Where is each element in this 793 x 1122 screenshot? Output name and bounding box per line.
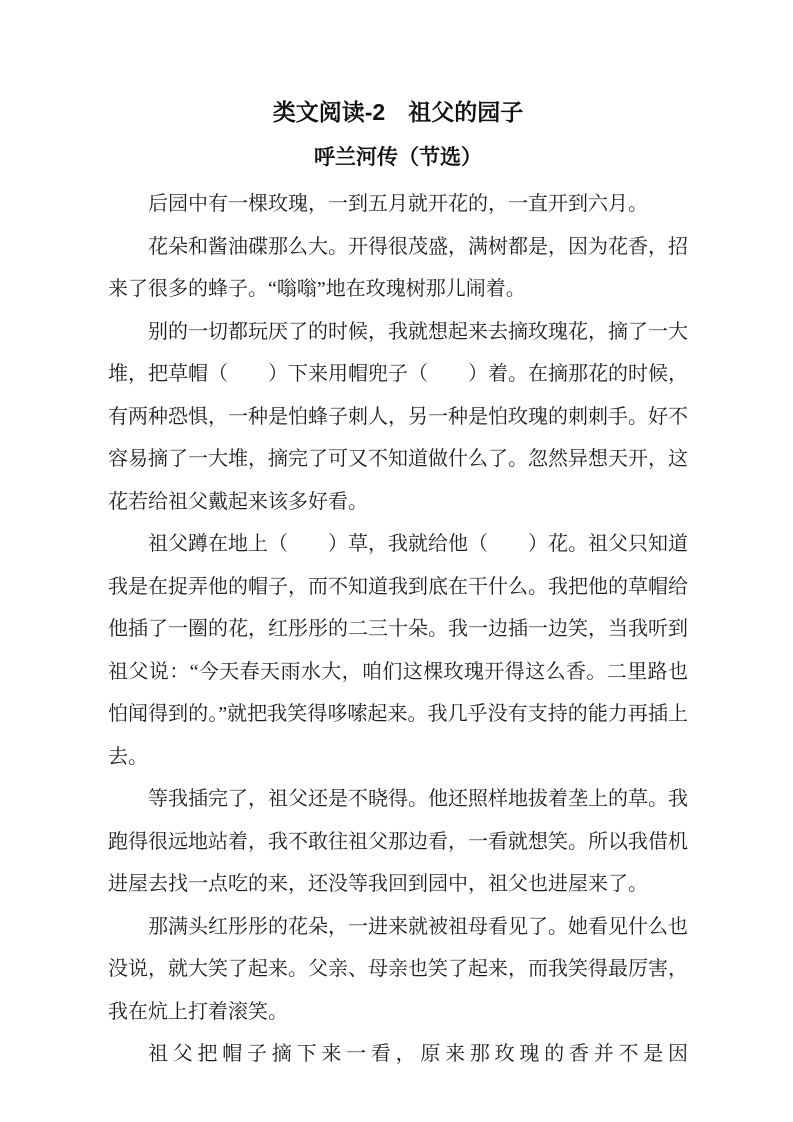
paragraph-7: 祖父把帽子摘下来一看，原来那玫瑰的香并不是因 (148, 1043, 688, 1065)
paragraph-2: 花朵和酱油碟那么大。开得很茂盛，满树都是，因为花香，招来了很多的蜂子。“嗡嗡”地在玫瑰树那儿闹着。 (108, 235, 688, 300)
page-title: 类文阅读-2 祖父的园子 (272, 99, 524, 125)
page-subtitle: 呼兰河传（节选） (314, 146, 482, 169)
paragraph-4: 祖父蹲在地上（ ）草，我就给他（ ）花。祖父只知道我是在捉弄他的帽子，而不知道我到底在干什么。我把他的草帽给他插了一圈的花，红彤彤的二三十朵。我一边插一边笑，当我听到祖父说：“今天春天雨水大，咱们这棵玫瑰开得这么香。二里路也怕闻得到的。”就把我笑得哆嗦起来。我几乎没有支持的能力再插上去。 (108, 533, 688, 768)
document-body (108, 183, 688, 1076)
paragraph-6: 那满头红彤彤的花朵，一进来就被祖母看见了。她看见什么也没说，就大笑了起来。父亲、母亲也笑了起来，而我笑得最厉害，我在炕上打着滚笑。 (108, 915, 688, 1023)
paragraph-5: 等我插完了，祖父还是不晓得。他还照样地拔着垄上的草。我跑得很远地站着，我不敢往祖父那边看，一看就想笑。所以我借机进屋去找一点吃的来，还没等我回到园中，祖父也进屋来了。 (108, 788, 688, 895)
paragraph-3: 别的一切都玩厌了的时候，我就想起来去摘玫瑰花，摘了一大堆，把草帽（ ）下来用帽兜子（ ）着。在摘那花的时候，有两种恐惧，一种是怕蜂子刺人，另一种是怕玫瑰的刺刺手。好不容易摘了一大堆，摘完了可又不知道做什么了。忽然异想天开，这花若给祖父戴起来该多好看。 (108, 320, 688, 513)
paragraph-1: 后园中有一棵玫瑰，一到五月就开花的，一直开到六月。 (148, 193, 648, 215)
